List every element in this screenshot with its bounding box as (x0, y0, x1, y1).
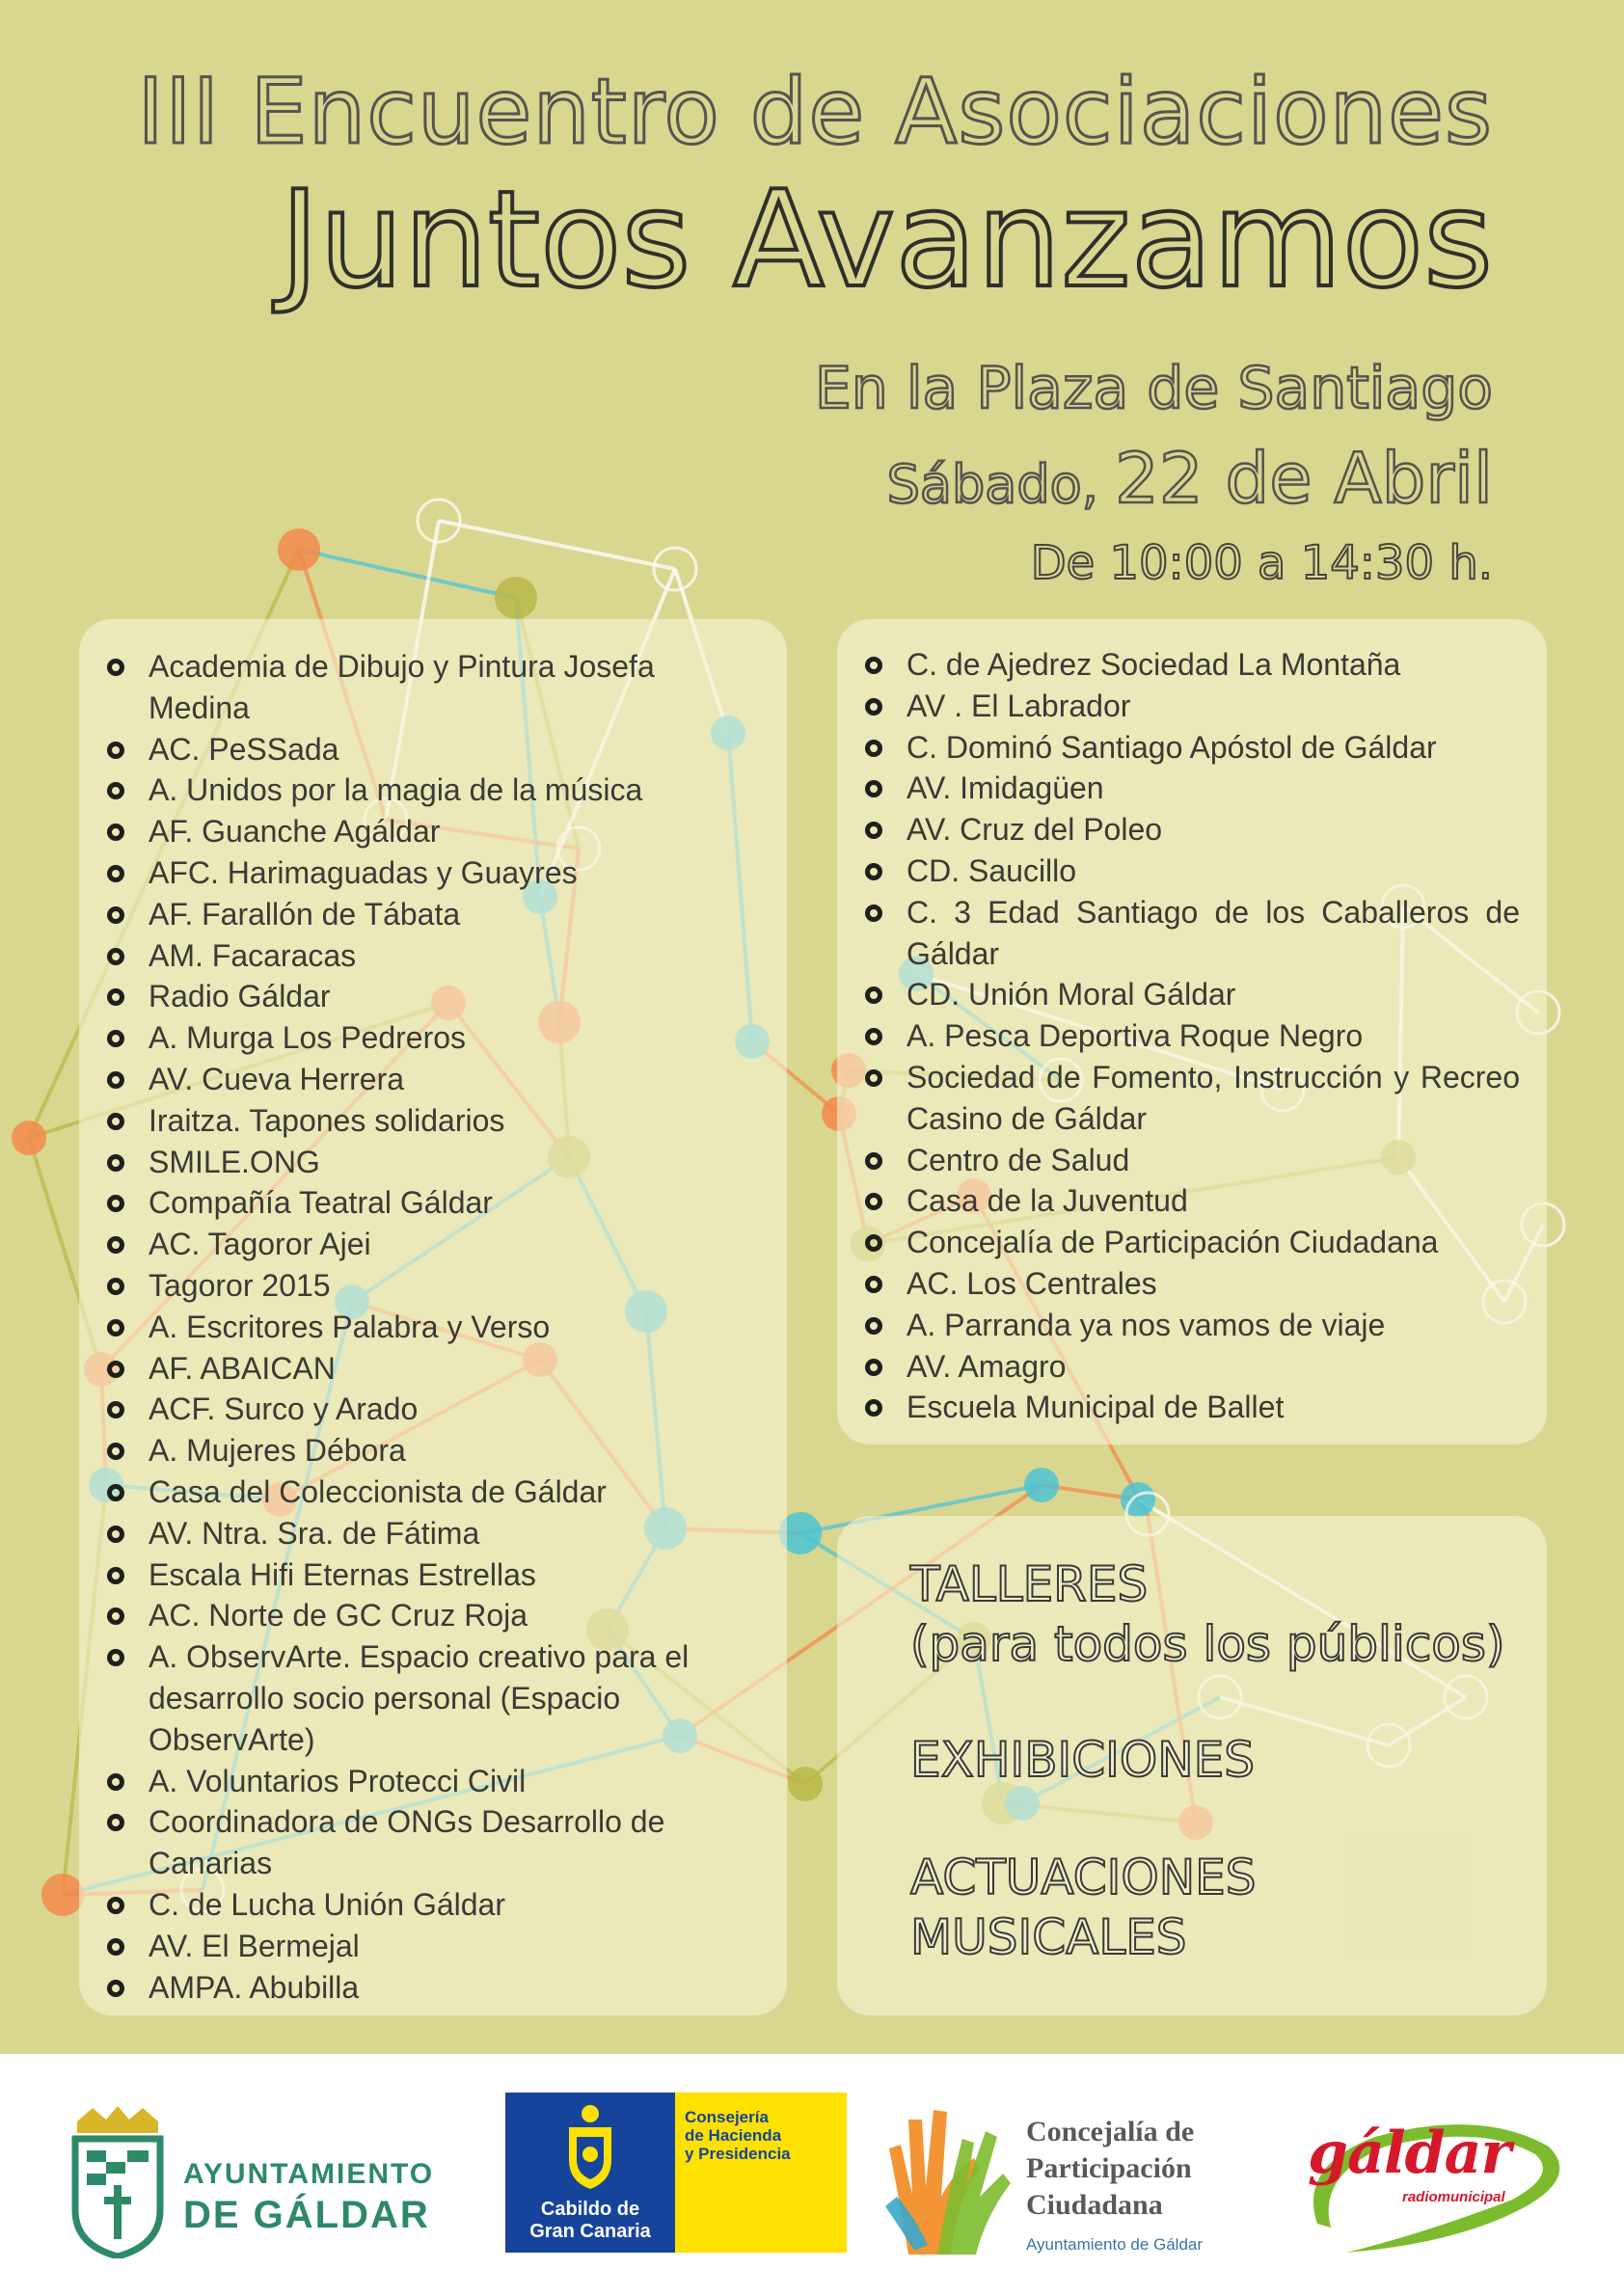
association-item: AV. Ntra. Sra. de Fátima (149, 1513, 760, 1554)
association-item: A. Pesca Deportiva Roque Negro (907, 1015, 1520, 1057)
association-item: A. Unidos por la magia de la música (149, 770, 760, 811)
network-node (495, 577, 537, 619)
association-item: ACF. Surco y Arado (149, 1389, 760, 1430)
network-link (439, 521, 675, 569)
association-item: SMILE.ONG (149, 1142, 760, 1183)
activity-actuaciones (910, 1848, 1256, 1967)
event-day-month: 22 de Abril (1115, 438, 1493, 519)
associations-panel-left (79, 619, 787, 2015)
association-item: Iraitza. Tapones solidarios (149, 1100, 760, 1142)
network-link (299, 550, 516, 598)
concejalia-name (1026, 2114, 1194, 2224)
association-item: Academia de Dibujo y Pintura Josefa Medina (149, 646, 760, 729)
association-item: C. 3 Edad Santiago de los Caballeros de Gáldar (907, 892, 1520, 975)
network-node (12, 1121, 46, 1155)
association-item: AV. Cruz del Poleo (907, 809, 1520, 851)
association-item: Radio Gáldar (149, 976, 760, 1017)
association-item: AC. PeSSada (149, 729, 760, 770)
association-item: Tagoror 2015 (149, 1265, 760, 1307)
network-node (41, 1874, 84, 1916)
activity-exhibiciones: EXHIBICIONES (910, 1732, 1255, 1788)
activity-actuaciones-line1: ACTUACIONES (910, 1850, 1257, 1905)
association-item: AV. Amagro (907, 1346, 1520, 1388)
association-item: A. Parranda ya nos vamos de viaje (907, 1305, 1520, 1346)
network-node (1024, 1468, 1059, 1502)
association-item: AV. Imidagüen (907, 768, 1520, 809)
association-item: AC. Tagoror Ajei (149, 1224, 760, 1265)
association-item: A. Voluntarios Protecci Civil (149, 1761, 760, 1802)
concejalia-line3: Ciudadana (1026, 2189, 1163, 2221)
ayuntamiento-galdar-logo (69, 2104, 484, 2258)
association-item: AC. Norte de GC Cruz Roja (149, 1595, 760, 1636)
associations-panel-right (837, 619, 1547, 1445)
consejeria-name (685, 2108, 791, 2163)
concejalia-subtitle: Ayuntamiento de Gáldar (1026, 2235, 1204, 2254)
association-item: C. de Lucha Unión Gáldar (149, 1884, 760, 1926)
event-date (887, 438, 1493, 519)
association-item: AM. Facaracas (149, 935, 760, 977)
association-item: AV. Cueva Herrera (149, 1059, 760, 1100)
concejalia-line1: Concejalía de (1026, 2116, 1195, 2147)
raised-hands-icon (880, 2081, 1015, 2264)
radio-wordmark: gáldar (1308, 2120, 1511, 2187)
association-item: Escala Hifi Eternas Estrellas (149, 1554, 760, 1596)
cabildo-coat-of-arms-icon (505, 2093, 675, 2199)
galdar-shield-icon (69, 2104, 166, 2258)
association-item: AF. Farallón de Tábata (149, 894, 760, 935)
association-item: Sociedad de Fomento, Instrucción y Recreo Casino de Gáldar (907, 1057, 1520, 1140)
ayuntamiento-line1: AYUNTAMIENTO (183, 2158, 435, 2190)
activity-actuaciones-line2: MUSICALES (910, 1909, 1187, 1965)
consejeria-block (675, 2093, 847, 2253)
concejalia-participacion-logo (880, 2081, 1246, 2274)
cabildo-blue-block (505, 2093, 675, 2253)
association-item: C. Dominó Santiago Apóstol de Gáldar (907, 727, 1520, 769)
ayuntamiento-name (183, 2154, 434, 2235)
association-item: Casa del Coleccionista de Gáldar (149, 1472, 760, 1513)
consejeria-line3: y Presidencia (685, 2145, 791, 2163)
association-item: AFC. Harimaguadas y Guayres (149, 852, 760, 894)
cabildo-line2: Gran Canaria (529, 2221, 651, 2242)
galdar-radio-municipal-logo (1288, 2108, 1570, 2256)
association-item: Concejalía de Participación Ciudadana (907, 1222, 1520, 1263)
event-hours: De 10:00 a 14:30 h. (1030, 536, 1493, 590)
activity-talleres-title: TALLERES (910, 1556, 1149, 1612)
association-item: CD. Unión Moral Gáldar (907, 974, 1520, 1015)
association-item: A. ObservArte. Espacio creativo para el desarrollo socio personal (Espacio ObservArte) (149, 1636, 760, 1760)
cabildo-gran-canaria-logo (505, 2093, 847, 2253)
sponsor-footer (0, 2054, 1624, 2296)
association-item: A. Escritores Palabra y Verso (149, 1307, 760, 1348)
consejeria-line2: de Hacienda (685, 2126, 782, 2145)
association-item: Compañía Teatral Gáldar (149, 1182, 760, 1224)
event-location: En la Plaza de Santiago (814, 355, 1493, 422)
associations-list-left (79, 619, 787, 2008)
cabildo-line1: Cabildo de (540, 2199, 640, 2220)
network-node (788, 1767, 823, 1801)
ayuntamiento-line2: DE GÁLDAR (183, 2194, 430, 2236)
association-item: AMPA. Abubilla (149, 1967, 760, 2009)
activity-talleres (910, 1554, 1504, 1674)
association-item: Casa de la Juventud (907, 1180, 1520, 1222)
activity-talleres-note: (para todos los públicos) (910, 1616, 1505, 1672)
association-item: CD. Saucillo (907, 851, 1520, 892)
association-item: Centro de Salud (907, 1140, 1520, 1181)
event-title-line1: III Encuentro de Asociaciones (137, 60, 1493, 165)
event-weekday: Sábado, (886, 454, 1116, 515)
activities-panel (837, 1516, 1547, 2015)
association-item: AC. Los Centrales (907, 1263, 1520, 1305)
association-item: Escuela Municipal de Ballet (907, 1387, 1520, 1428)
association-item: A. Mujeres Débora (149, 1430, 760, 1472)
association-item: AF. ABAICAN (149, 1348, 760, 1390)
associations-list-right (837, 619, 1547, 1428)
association-item: AV . El Labrador (907, 686, 1520, 727)
event-title-line2: Juntos Avanzamos (280, 162, 1493, 317)
radio-subtitle: radiomunicipal (1402, 2189, 1505, 2205)
association-item: C. de Ajedrez Sociedad La Montaña (907, 644, 1520, 686)
concejalia-line2: Participación (1026, 2152, 1192, 2184)
cabildo-name (505, 2199, 675, 2243)
association-item: AF. Guanche Agáldar (149, 811, 760, 852)
consejeria-line1: Consejería (685, 2108, 769, 2126)
network-node (278, 528, 320, 571)
association-item: AV. El Bermejal (149, 1926, 760, 1967)
association-item: Coordinadora de ONGs Desarrollo de Canarias (149, 1801, 760, 1884)
association-item: A. Murga Los Pedreros (149, 1017, 760, 1059)
